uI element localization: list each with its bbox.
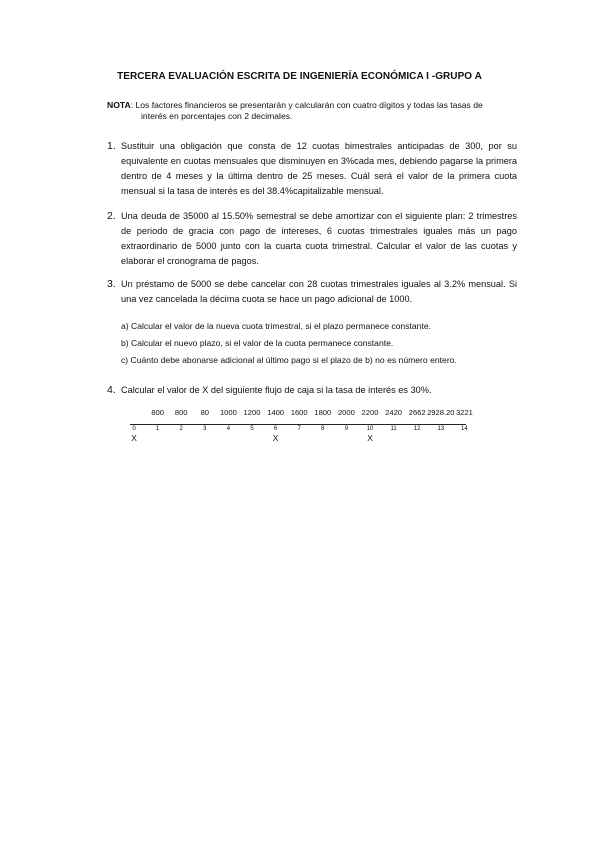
question-1 bbox=[107, 139, 517, 199]
period-tick-label: 11 bbox=[390, 426, 397, 432]
cash-flow-amount: 2420 bbox=[385, 408, 403, 417]
nota-line-2: interés en porcentajes con 2 decimales. bbox=[141, 111, 293, 121]
nota-label: NOTA bbox=[107, 100, 131, 110]
unknown-payment-x: X bbox=[272, 433, 279, 443]
question-number: 2. bbox=[107, 210, 116, 222]
period-tick-label: 9 bbox=[344, 426, 349, 432]
cash-flow-amount: 2000 bbox=[337, 408, 355, 417]
cash-flow-amount: 1200 bbox=[243, 408, 261, 417]
period-tick-label: 1 bbox=[155, 426, 160, 432]
nota-block bbox=[107, 100, 517, 122]
unknown-payment-x: X bbox=[131, 433, 137, 443]
period-tick-label: 12 bbox=[413, 426, 421, 432]
question-3 bbox=[107, 277, 517, 307]
question-3-part-a: a) Calcular el valor de la nueva cuota trimestral, si el plazo permanece constante. bbox=[121, 321, 432, 331]
cash-flow-amount: 1000 bbox=[219, 408, 237, 417]
exam-title: TERCERA EVALUACIÓN ESCRITA DE INGENIERÍA ECONÓMICA I -GRUPO A bbox=[117, 71, 482, 82]
time-axis-line bbox=[130, 424, 466, 425]
period-tick-label: 13 bbox=[437, 426, 445, 432]
question-number: 3. bbox=[107, 278, 116, 290]
question-4 bbox=[107, 383, 517, 398]
question-number: 4. bbox=[107, 384, 116, 396]
question-text: Sustituir una obligación que consta de 12 cuotas bimestrales anticipadas de 300, por su equivalente en cuotas mensuales que disminuyen en 3%cada mes, debiendo pagarse la primera dentro de 4 meses y la última dentro de 25 meses. Cuál será el valor de la primera cuota mensual si la tasa de interés es del 38.4%capitalizable mensual. bbox=[121, 141, 517, 196]
cash-flow-amount: 1800 bbox=[314, 408, 332, 417]
question-number: 1. bbox=[107, 140, 116, 152]
question-text: Un préstamo de 5000 se debe cancelar con 28 cuotas trimestrales iguales al 3.2% mensual. Si una vez cancelada la décima cuota se hace un pago adicional de 1000. bbox=[121, 279, 517, 304]
cash-flow-amount: 2928.20 bbox=[427, 408, 455, 417]
question-3-part-b: b) Calcular el nuevo plazo, si el valor de la cuota permanece constante. bbox=[121, 338, 394, 348]
cash-flow-amount: 2662 bbox=[408, 408, 426, 417]
cash-flow-amount: 1400 bbox=[267, 408, 285, 417]
cash-flow-amount: 2200 bbox=[361, 408, 379, 417]
question-3-part-c: c) Cuánto debe abonarse adicional al último pago si el plazo de b) no es número entero. bbox=[121, 355, 457, 365]
cash-flow-amount: 1600 bbox=[290, 408, 308, 417]
cash-flow-diagram bbox=[130, 408, 473, 448]
question-text: Calcular el valor de X del siguiente flujo de caja si la tasa de interés es 30%. bbox=[121, 385, 432, 395]
period-tick-label: 2 bbox=[179, 426, 183, 432]
question-text: Una deuda de 35000 al 15.50% semestral se debe amortizar con el siguiente plan: 2 trimestres de periodo de gracia con pago de intereses, 6 cuotas trimestrales iguales más un pago extraordinario de 5000 junto con la cuarta cuota trimestral. Calcular el valor de las cuotas y elaborar el cronograma de pagos. bbox=[121, 211, 517, 266]
period-tick-label: 0 bbox=[132, 426, 136, 432]
period-tick-label: 5 bbox=[250, 426, 254, 432]
period-tick-label: 3 bbox=[203, 426, 207, 432]
period-tick-label: 4 bbox=[226, 426, 231, 432]
period-tick-label: 8 bbox=[321, 426, 325, 432]
period-tick-label: 6 bbox=[273, 426, 278, 432]
period-tick-label: 7 bbox=[297, 426, 301, 432]
period-tick-label: 14 bbox=[461, 426, 468, 432]
cash-flow-amount: 800 bbox=[174, 408, 188, 417]
cash-flow-amount: 800 bbox=[151, 408, 164, 417]
nota-line-1: : Los factores financieros se presentarán y calcularán con cuatro dígitos y todas las tasas de bbox=[130, 100, 483, 110]
question-2 bbox=[107, 209, 517, 269]
cash-flow-amount: 3221 bbox=[455, 408, 473, 417]
unknown-payment-x: X bbox=[367, 433, 373, 443]
cash-flow-amount: 80 bbox=[200, 408, 210, 417]
period-tick-label: 10 bbox=[366, 426, 374, 432]
